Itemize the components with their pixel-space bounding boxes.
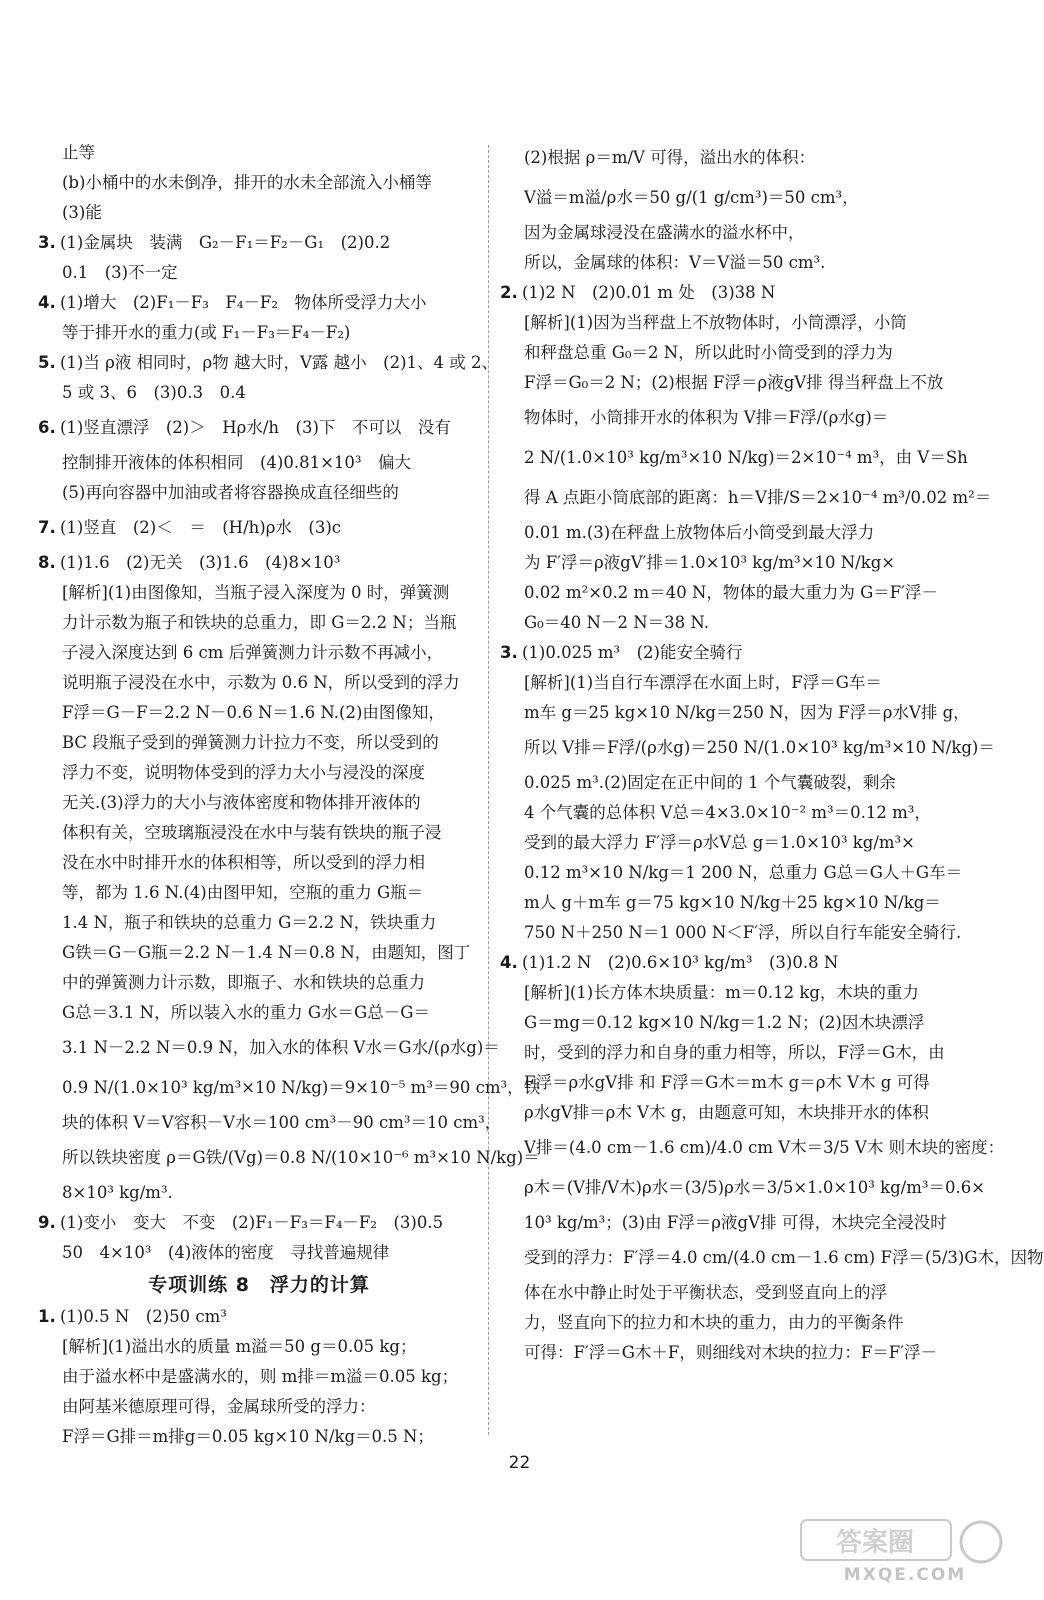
line-text: 没在水中时排开水的体积相等，所以受到的浮力相 <box>62 853 425 872</box>
line-text: 10³ kg/m³；(3)由 F浮＝ρ液gV排 可得，木块完全浸没时 <box>524 1213 947 1232</box>
text-line <box>38 578 480 608</box>
text-line <box>500 1208 947 1238</box>
text-line <box>38 728 480 758</box>
text-line <box>38 878 480 908</box>
text-line <box>38 608 480 638</box>
text-line <box>38 908 480 938</box>
line-text: 力计示数为瓶子和铁块的总重力，即 G＝2.2 N；当瓶 <box>62 613 457 632</box>
question-number: 4. <box>38 293 56 312</box>
line-text: (1)当 ρ液 相同时，ρ物 越大时，V露 越小 (2)1、4 或 2、 <box>60 353 499 372</box>
line-text: (1)变小 变大 不变 (2)F₁－F₃＝F₄－F₂ (3)0.5 <box>60 1213 444 1232</box>
text-line <box>38 698 480 728</box>
question-number: 7. <box>38 518 56 537</box>
text-line <box>500 138 936 178</box>
line-text: 由于溢水杯中是盛满水的，则 m排＝m溢＝0.05 kg； <box>62 1367 459 1386</box>
text-line <box>38 1028 500 1068</box>
question-number: 2. <box>500 283 518 302</box>
line-text: (1)竖直漂浮 (2)＞ Hρ水/h (3)下 不可以 没有 <box>60 418 451 437</box>
line-text: 所以铁块密度 ρ＝G铁/(Vg)＝0.8 N/(10×10⁻⁶ m³×10 N/kg)＝ <box>62 1148 540 1167</box>
question-line <box>38 228 480 258</box>
line-text: (b)小桶中的水未倒净，排开的水未全部流入小桶等 <box>62 173 432 192</box>
question-line <box>38 408 480 448</box>
text-line <box>38 788 480 818</box>
line-text: 3.1 N－2.2 N＝0.9 N，加入水的体积 V水＝G水/(ρ水g)＝ <box>62 1038 500 1057</box>
line-text: 0.025 m³.(2)固定在正中间的 1 个气囊破裂，剩余 <box>524 773 896 792</box>
text-line <box>500 668 936 698</box>
question-number: 4. <box>500 953 518 972</box>
line-text: 中的弹簧测力计示数，即瓶子、水和铁块的总重力 <box>62 973 425 992</box>
text-line <box>500 548 936 578</box>
line-text: 可得：F′浮＝G木＋F，则细线对木块的拉力：F＝F′浮－ <box>524 1343 937 1362</box>
line-text: [解析](1)当自行车漂浮在水面上时，F浮＝G车＝ <box>524 673 882 692</box>
text-line <box>500 578 936 608</box>
text-line <box>500 1238 1044 1278</box>
line-text: (1)1.2 N (2)0.6×10³ kg/m³ (3)0.8 N <box>522 953 839 972</box>
text-line <box>38 258 480 288</box>
line-text: 0.12 m³×10 N/kg＝1 200 N，总重力 G总＝G人＋G车＝ <box>524 863 963 882</box>
question-line <box>38 508 480 548</box>
line-text: 力，竖直向下的拉力和木块的重力，由力的平衡条件 <box>524 1313 904 1332</box>
text-line <box>38 998 480 1028</box>
text-line <box>500 728 995 768</box>
question-line <box>500 638 936 668</box>
line-text: (2)根据 ρ＝m/V 可得，溢出水的体积： <box>524 148 816 167</box>
text-line <box>500 1308 936 1338</box>
line-text: G＝mg＝0.12 kg×10 N/kg＝1.2 N；(2)因木块漂浮 <box>524 1013 925 1032</box>
line-text: 等于排开水的重力(或 F₁－F₃＝F₄－F₂) <box>62 323 351 342</box>
text-line <box>500 1098 936 1128</box>
watermark-logo-icon <box>795 1516 1015 1586</box>
line-text: 所以，金属球的体积：V＝V溢＝50 cm³. <box>524 253 826 272</box>
line-text: 8×10³ kg/m³. <box>62 1183 173 1202</box>
line-text: 止等 <box>62 143 95 162</box>
text-line <box>500 518 936 548</box>
text-line <box>38 638 480 668</box>
line-text: F浮＝G－F＝2.2 N－0.6 N＝1.6 N.(2)由图像知， <box>62 703 445 722</box>
text-line <box>500 918 962 948</box>
text-line <box>500 1168 986 1208</box>
line-text: 等，都为 1.6 N.(4)由图甲知，空瓶的重力 G瓶＝ <box>62 883 424 902</box>
watermark-logo <box>795 1516 1015 1586</box>
line-text: F浮＝G排＝m排g＝0.05 kg×10 N/kg＝0.5 N； <box>62 1427 434 1446</box>
line-text: 0.02 m²×0.2 m＝40 N，物体的最大重力为 G＝F′浮－ <box>524 583 938 602</box>
question-line <box>38 1302 480 1332</box>
text-line <box>500 698 970 728</box>
line-text: V排＝(4.0 cm－1.6 cm)/4.0 cm V木＝3/5 V木 则木块的密度： <box>524 1138 1005 1157</box>
line-text: 无关.(3)浮力的大小与液体密度和物体排开液体的 <box>62 793 421 812</box>
text-line <box>38 478 480 508</box>
line-text: m车 g＝25 kg×10 N/kg＝250 N，因为 F浮＝ρ水V排 g， <box>524 703 970 722</box>
line-text: [解析](1)溢出水的质量 m溢＝50 g＝0.05 kg； <box>62 1337 417 1356</box>
text-line <box>38 1332 480 1362</box>
text-line <box>500 1338 936 1368</box>
line-text: F浮＝ρ水gV排 和 F浮＝G木＝m木 g＝ρ木 V木 g 可得 <box>524 1073 930 1092</box>
line-text: 1.4 N，瓶子和铁块的总重力 G＝2.2 N，铁块重力 <box>62 913 437 932</box>
question-line <box>500 278 936 308</box>
page-number: 22 <box>508 1453 531 1473</box>
text-line <box>500 368 944 398</box>
text-line <box>38 1362 480 1392</box>
text-line <box>500 888 941 918</box>
text-line <box>500 798 936 828</box>
question-number: 6. <box>38 418 56 437</box>
line-text: 5 或 3、6 (3)0.3 0.4 <box>62 383 246 402</box>
text-line <box>38 1108 502 1138</box>
question-number: 3. <box>500 643 518 662</box>
text-line <box>500 478 992 518</box>
text-line <box>38 1238 480 1268</box>
line-text: 说明瓶子浸没在水中，示数为 0.6 N，所以受到的浮力 <box>62 673 460 692</box>
text-line <box>500 338 936 368</box>
line-text: (1)0.5 N (2)50 cm³ <box>60 1307 227 1326</box>
line-text: (3)能 <box>62 203 102 222</box>
line-text: [解析](1)由图像知，当瓶子浸入深度为 0 时，弹簧测 <box>62 583 450 602</box>
line-text: 因为金属球浸没在盛满水的溢水杯中， <box>524 223 805 242</box>
question-line <box>500 948 936 978</box>
question-number: 3. <box>38 233 56 252</box>
text-line <box>38 1138 540 1178</box>
text-line <box>38 818 480 848</box>
text-line <box>500 398 936 438</box>
line-text: 受到的最大浮力 F′浮＝ρ水V总 g＝1.0×10³ kg/m³× <box>524 833 915 852</box>
line-text: 体在水中静止时处于平衡状态，受到竖直向上的浮 <box>524 1283 887 1302</box>
question-line <box>38 288 480 318</box>
line-text: (1)增大 (2)F₁－F₃ F₄－F₂ 物体所受浮力大小 <box>60 293 427 312</box>
line-text: m人 g＋m车 g＝75 kg×10 N/kg＋25 kg×10 N/kg＝ <box>524 893 941 912</box>
line-text: 和秤盘总重 G₀＝2 N，所以此时小筒受到的浮力为 <box>524 343 893 362</box>
line-text: 0.1 (3)不一定 <box>62 263 178 282</box>
line-text: (1)竖直 (2)＜ ＝ (H/h)ρ水 (3)c <box>60 518 342 537</box>
line-text: 块的体积 V＝V容积－V水＝100 cm³－90 cm³＝10 cm³， <box>62 1113 502 1132</box>
text-line <box>38 938 480 968</box>
text-line <box>38 848 480 878</box>
line-text: ρ水gV排＝ρ木 V木 g，由题意可知，木块排开水的体积 <box>524 1103 929 1122</box>
line-text: V溢＝m溢/ρ水＝50 g/(1 g/cm³)＝50 cm³， <box>524 188 859 207</box>
text-line <box>38 758 480 788</box>
line-text: (1)2 N (2)0.01 m 处 (3)38 N <box>522 283 776 302</box>
text-line <box>500 218 936 248</box>
line-text: [解析](1)长方体木块质量：m＝0.12 kg，木块的重力 <box>524 983 919 1002</box>
column-divider <box>488 145 489 1435</box>
line-text: 得 A 点距小筒底部的距离：h＝V排/S＝2×10⁻⁴ m³/0.02 m²＝ <box>524 488 992 507</box>
line-text: (5)再向容器中加油或者将容器换成直径细些的 <box>62 483 399 502</box>
text-line <box>38 1392 480 1422</box>
text-line <box>500 858 963 888</box>
line-text: (1)0.025 m³ (2)能安全骑行 <box>522 643 743 662</box>
line-text: 物体时，小筒排开水的体积为 V排＝F浮/(ρ水g)＝ <box>524 408 889 427</box>
text-line <box>38 378 480 408</box>
line-text: 2 N/(1.0×10³ kg/m³×10 N/kg)＝2×10⁻⁴ m³，由 V＝Sh <box>524 448 968 467</box>
text-line <box>38 138 480 168</box>
line-text: G总＝3.1 N，所以装入水的重力 G水＝G总－G＝ <box>62 1003 430 1022</box>
line-text: 4 个气囊的总体积 V总＝4×3.0×10⁻² m³＝0.12 m³， <box>524 803 931 822</box>
text-line <box>38 448 480 478</box>
line-text: 由阿基米德原理可得，金属球所受的浮力： <box>62 1397 376 1416</box>
line-text: (1)1.6 (2)无关 (3)1.6 (4)8×10³ <box>60 553 341 572</box>
left-column <box>38 138 541 1452</box>
text-line <box>500 1128 1005 1168</box>
text-line <box>38 168 480 198</box>
text-line <box>38 968 480 998</box>
line-text: G铁＝G－G瓶＝2.2 N－1.4 N＝0.8 N，由题知，图丁 <box>62 943 471 962</box>
line-text: G₀＝40 N－2 N＝38 N. <box>524 613 710 632</box>
text-line <box>500 1068 936 1098</box>
text-line <box>500 608 936 638</box>
line-text: 受到的浮力：F′浮＝4.0 cm/(4.0 cm－1.6 cm) F浮＝(5/3)G木，因物 <box>524 1248 1044 1267</box>
watermark-title: 答案圈 <box>835 1528 915 1558</box>
right-column <box>500 138 1044 1368</box>
question-line <box>38 348 499 378</box>
line-text: 0.9 N/(1.0×10³ kg/m³×10 N/kg)＝9×10⁻⁵ m³＝90 cm³，铁 <box>62 1078 541 1097</box>
text-line <box>500 828 936 858</box>
text-line <box>500 1008 936 1038</box>
text-line <box>500 438 968 478</box>
text-line <box>500 1278 936 1308</box>
text-line <box>500 308 936 338</box>
question-line <box>38 548 480 578</box>
text-line <box>500 768 936 798</box>
line-text: [解析](1)因为当秤盘上不放物体时，小筒漂浮，小筒 <box>524 313 907 332</box>
line-text: 体积有关，空玻璃瓶浸没在水中与装有铁块的瓶子浸 <box>62 823 442 842</box>
line-text: BC 段瓶子受到的弹簧测力计拉力不变，所以受到的 <box>62 733 439 752</box>
line-text: 为 F′浮＝ρ液gV′排＝1.0×10³ kg/m³×10 N/kg× <box>524 553 896 572</box>
text-line <box>500 978 936 1008</box>
text-line <box>38 1068 541 1108</box>
watermark-url: MXQE.COM <box>843 1565 967 1585</box>
question-number: 8. <box>38 553 56 572</box>
question-number: 9. <box>38 1213 56 1232</box>
line-text: 浮力不变，说明物体受到的浮力大小与浸没的深度 <box>62 763 425 782</box>
line-text: 50 4×10³ (4)液体的密度 寻找普遍规律 <box>62 1243 390 1262</box>
text-line <box>38 198 480 228</box>
question-number: 5. <box>38 353 56 372</box>
line-text: 时，受到的浮力和自身的重力相等，所以，F浮＝G木，由 <box>524 1043 945 1062</box>
line-text: F浮＝G₀＝2 N；(2)根据 F浮＝ρ液gV排 得当秤盘上不放 <box>524 373 944 392</box>
line-text: 子浸入深度达到 6 cm 后弹簧测力计示数不再减小， <box>62 643 444 662</box>
text-line <box>38 1178 480 1208</box>
line-text: 所以 V排＝F浮/(ρ水g)＝250 N/(1.0×10³ kg/m³×10 N/kg)＝ <box>524 738 995 757</box>
line-text: (1)金属块 装满 G₂－F₁＝F₂－G₁ (2)0.2 <box>60 233 391 252</box>
line-text: ρ木＝(V排/V木)ρ水＝(3/5)ρ水＝3/5×1.0×10³ kg/m³＝0.6× <box>524 1178 986 1197</box>
question-line <box>38 1208 480 1238</box>
line-text: 控制排开液体的体积相同 (4)0.81×10³ 偏大 <box>62 453 412 472</box>
section-heading: 专项训练 8 浮力的计算 <box>148 1274 370 1296</box>
line-text: 0.01 m.(3)在秤盘上放物体后小筒受到最大浮力 <box>524 523 875 542</box>
text-line <box>500 178 936 218</box>
line-text: 750 N＋250 N＝1 000 N＜F′浮，所以自行车能安全骑行. <box>524 923 962 942</box>
text-line <box>38 318 480 348</box>
text-line <box>500 1038 945 1068</box>
question-number: 1. <box>38 1307 56 1326</box>
text-line <box>38 668 480 698</box>
text-line <box>500 248 936 278</box>
